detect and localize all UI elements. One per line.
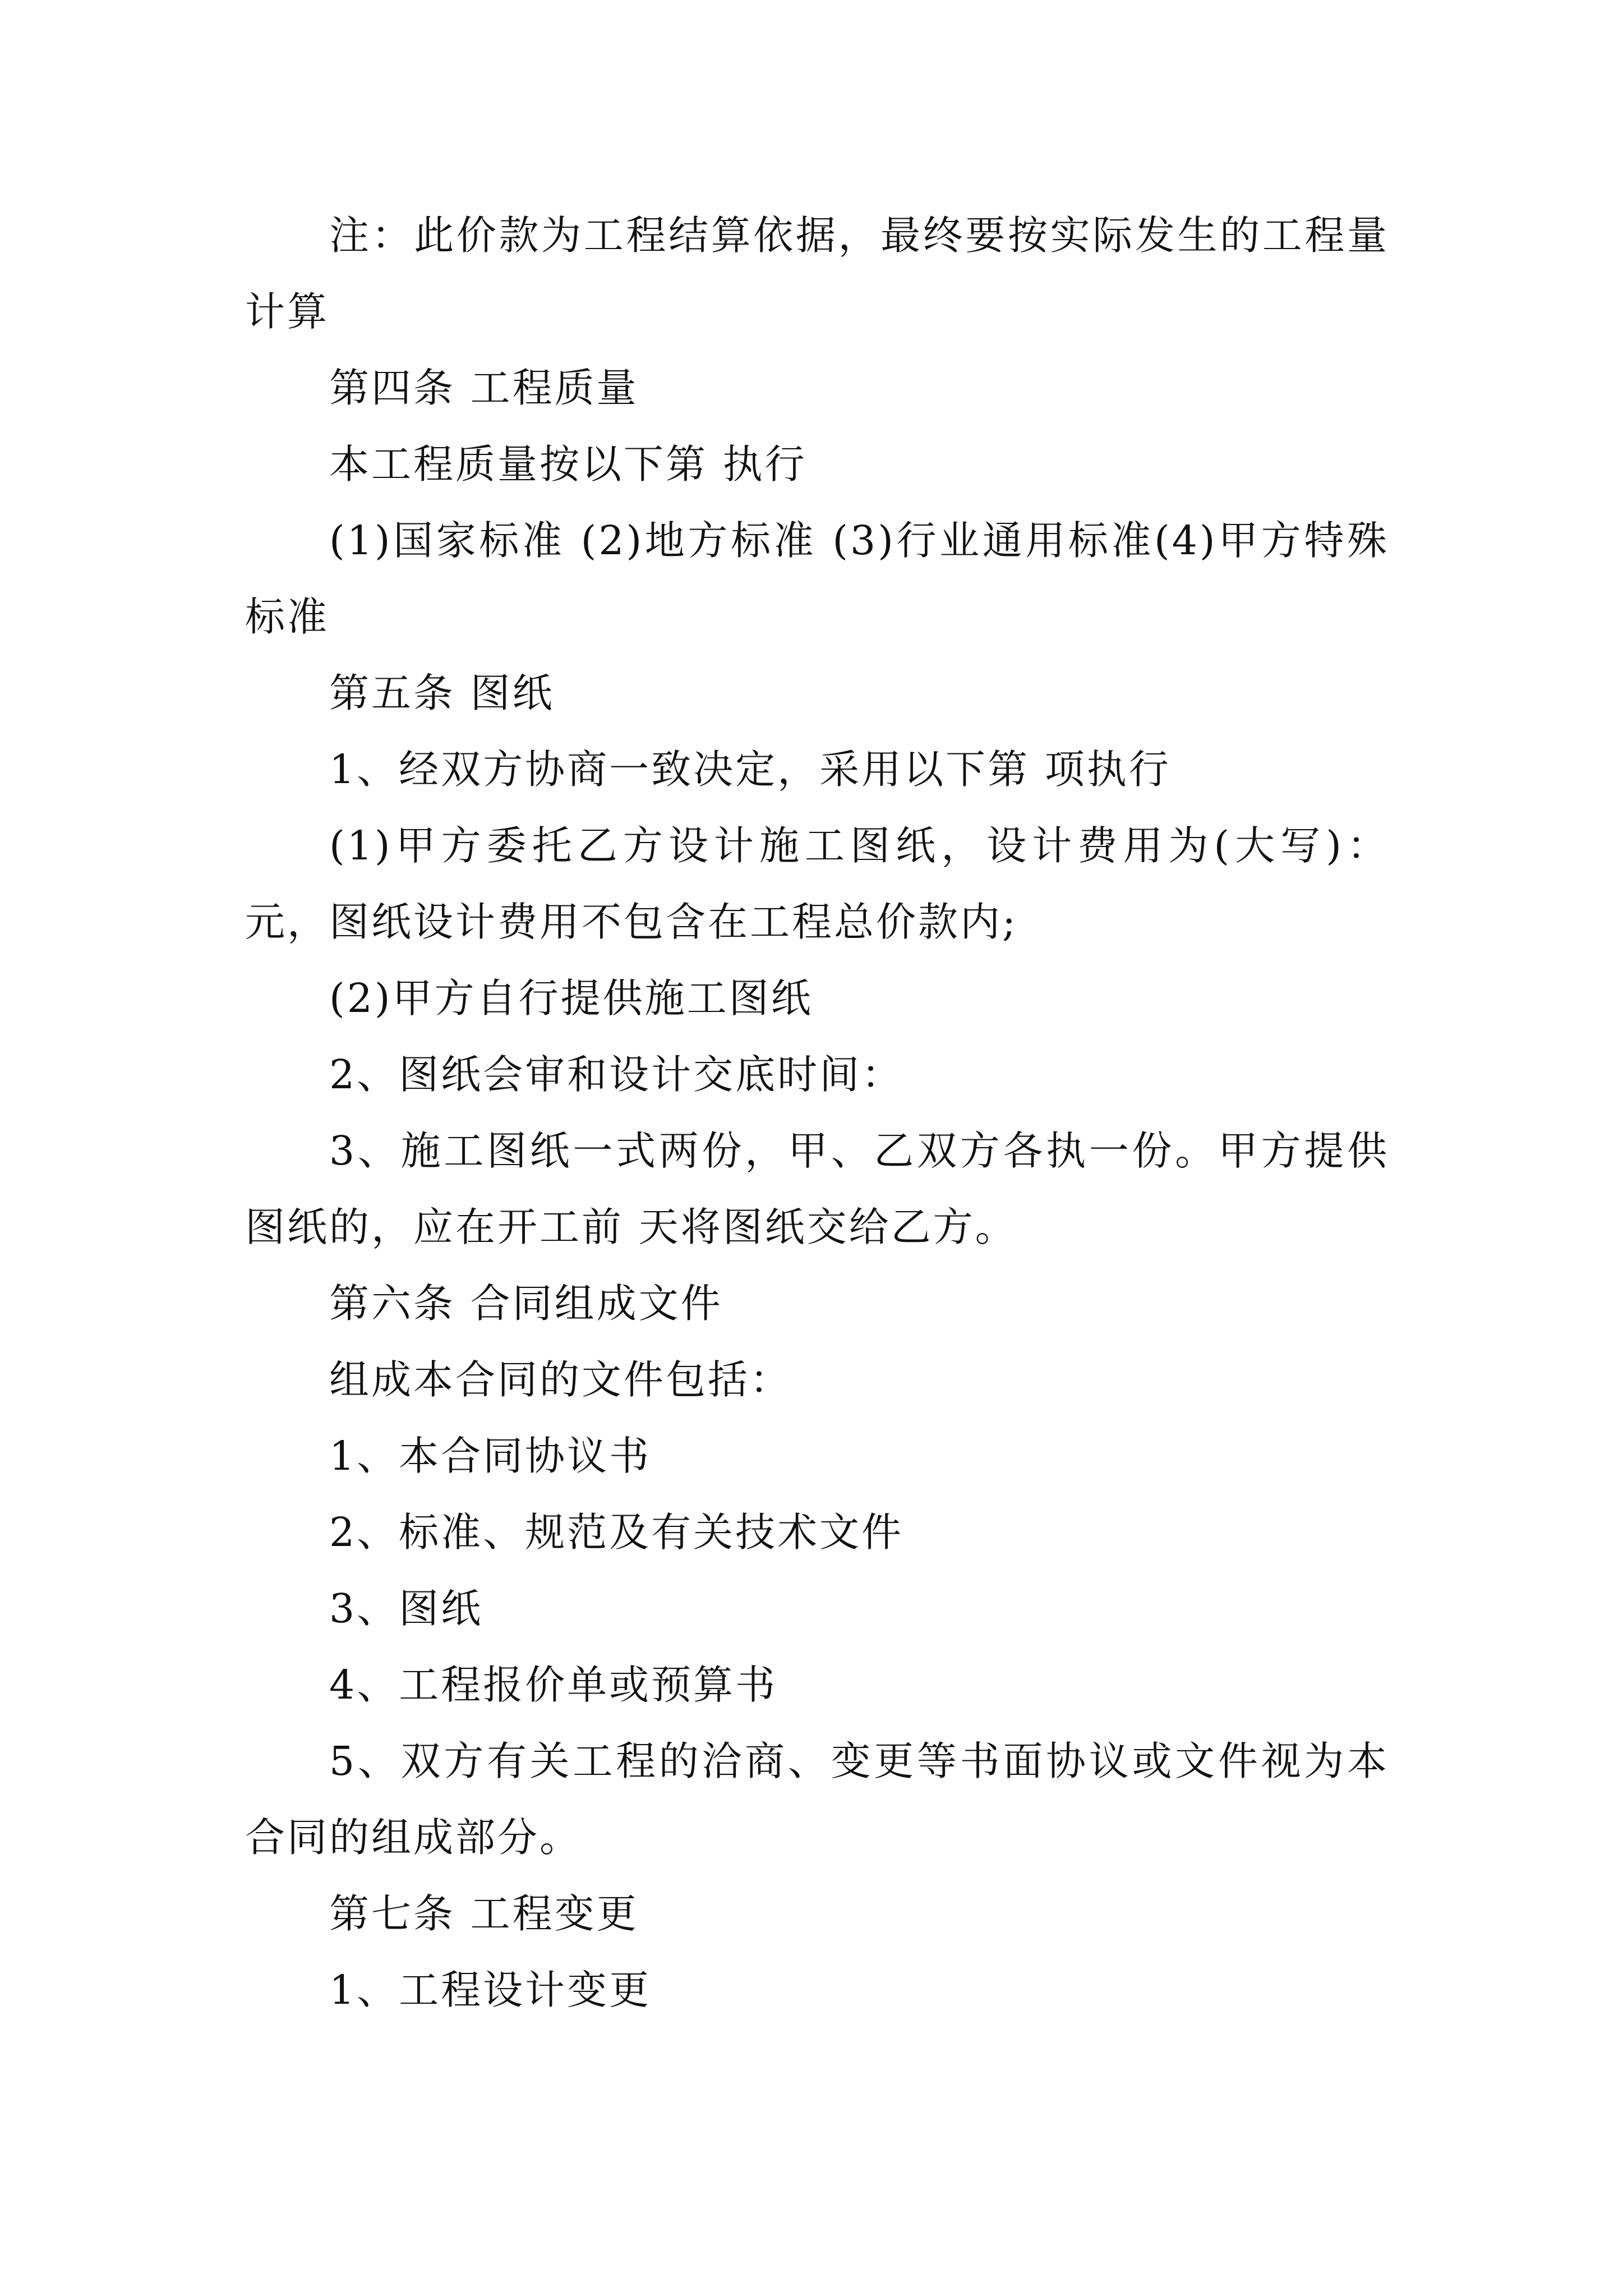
article-5-heading: 第五条 图纸: [329, 670, 555, 716]
drawings-item-1: 1、经双方协商一致决定，采用以下第 项执行: [329, 746, 1171, 793]
article-6-heading: 第六条 合同组成文件: [329, 1280, 723, 1327]
drawings-item-3: 3、施工图纸一式两份，甲、乙双方各执一份。甲方提供图纸的，应在开工前 天将图纸交给乙方。: [245, 1128, 1389, 1250]
article-4-heading: 第四条 工程质量: [329, 365, 639, 411]
quality-standards: (1)国家标准 (2)地方标准 (3)行业通用标准(4)甲方特殊标准: [245, 517, 1389, 640]
document-body: [245, 197, 1389, 2028]
contract-document-4: 4、工程报价单或预算书: [329, 1662, 778, 1708]
contract-documents-intro: 组成本合同的文件包括：: [329, 1356, 792, 1403]
contract-document-5: 5、双方有关工程的洽商、变更等书面协议或文件视为本合同的组成部分。: [245, 1738, 1389, 1861]
contract-document-2: 2、标准、规范及有关技术文件: [329, 1509, 904, 1556]
contract-document-3: 3、图纸: [329, 1585, 483, 1632]
change-item-1: 1、工程设计变更: [329, 1967, 652, 2013]
quality-clause: 本工程质量按以下第 执行: [329, 441, 807, 487]
article-7-heading: 第七条 工程变更: [329, 1890, 639, 1937]
note-paragraph: 注：此价款为工程结算依据，最终要按实际发生的工程量计算: [245, 212, 1389, 335]
drawings-item-2: 2、图纸会审和设计交底时间：: [329, 1051, 904, 1098]
drawings-option-2: (2)甲方自行提供施工图纸: [329, 975, 813, 1022]
drawings-option-1: (1)甲方委托乙方设计施工图纸，设计费用为(大写)：元，图纸设计费用不包含在工程总价款内;: [245, 822, 1389, 945]
contract-document-1: 1、本合同协议书: [329, 1433, 652, 1479]
